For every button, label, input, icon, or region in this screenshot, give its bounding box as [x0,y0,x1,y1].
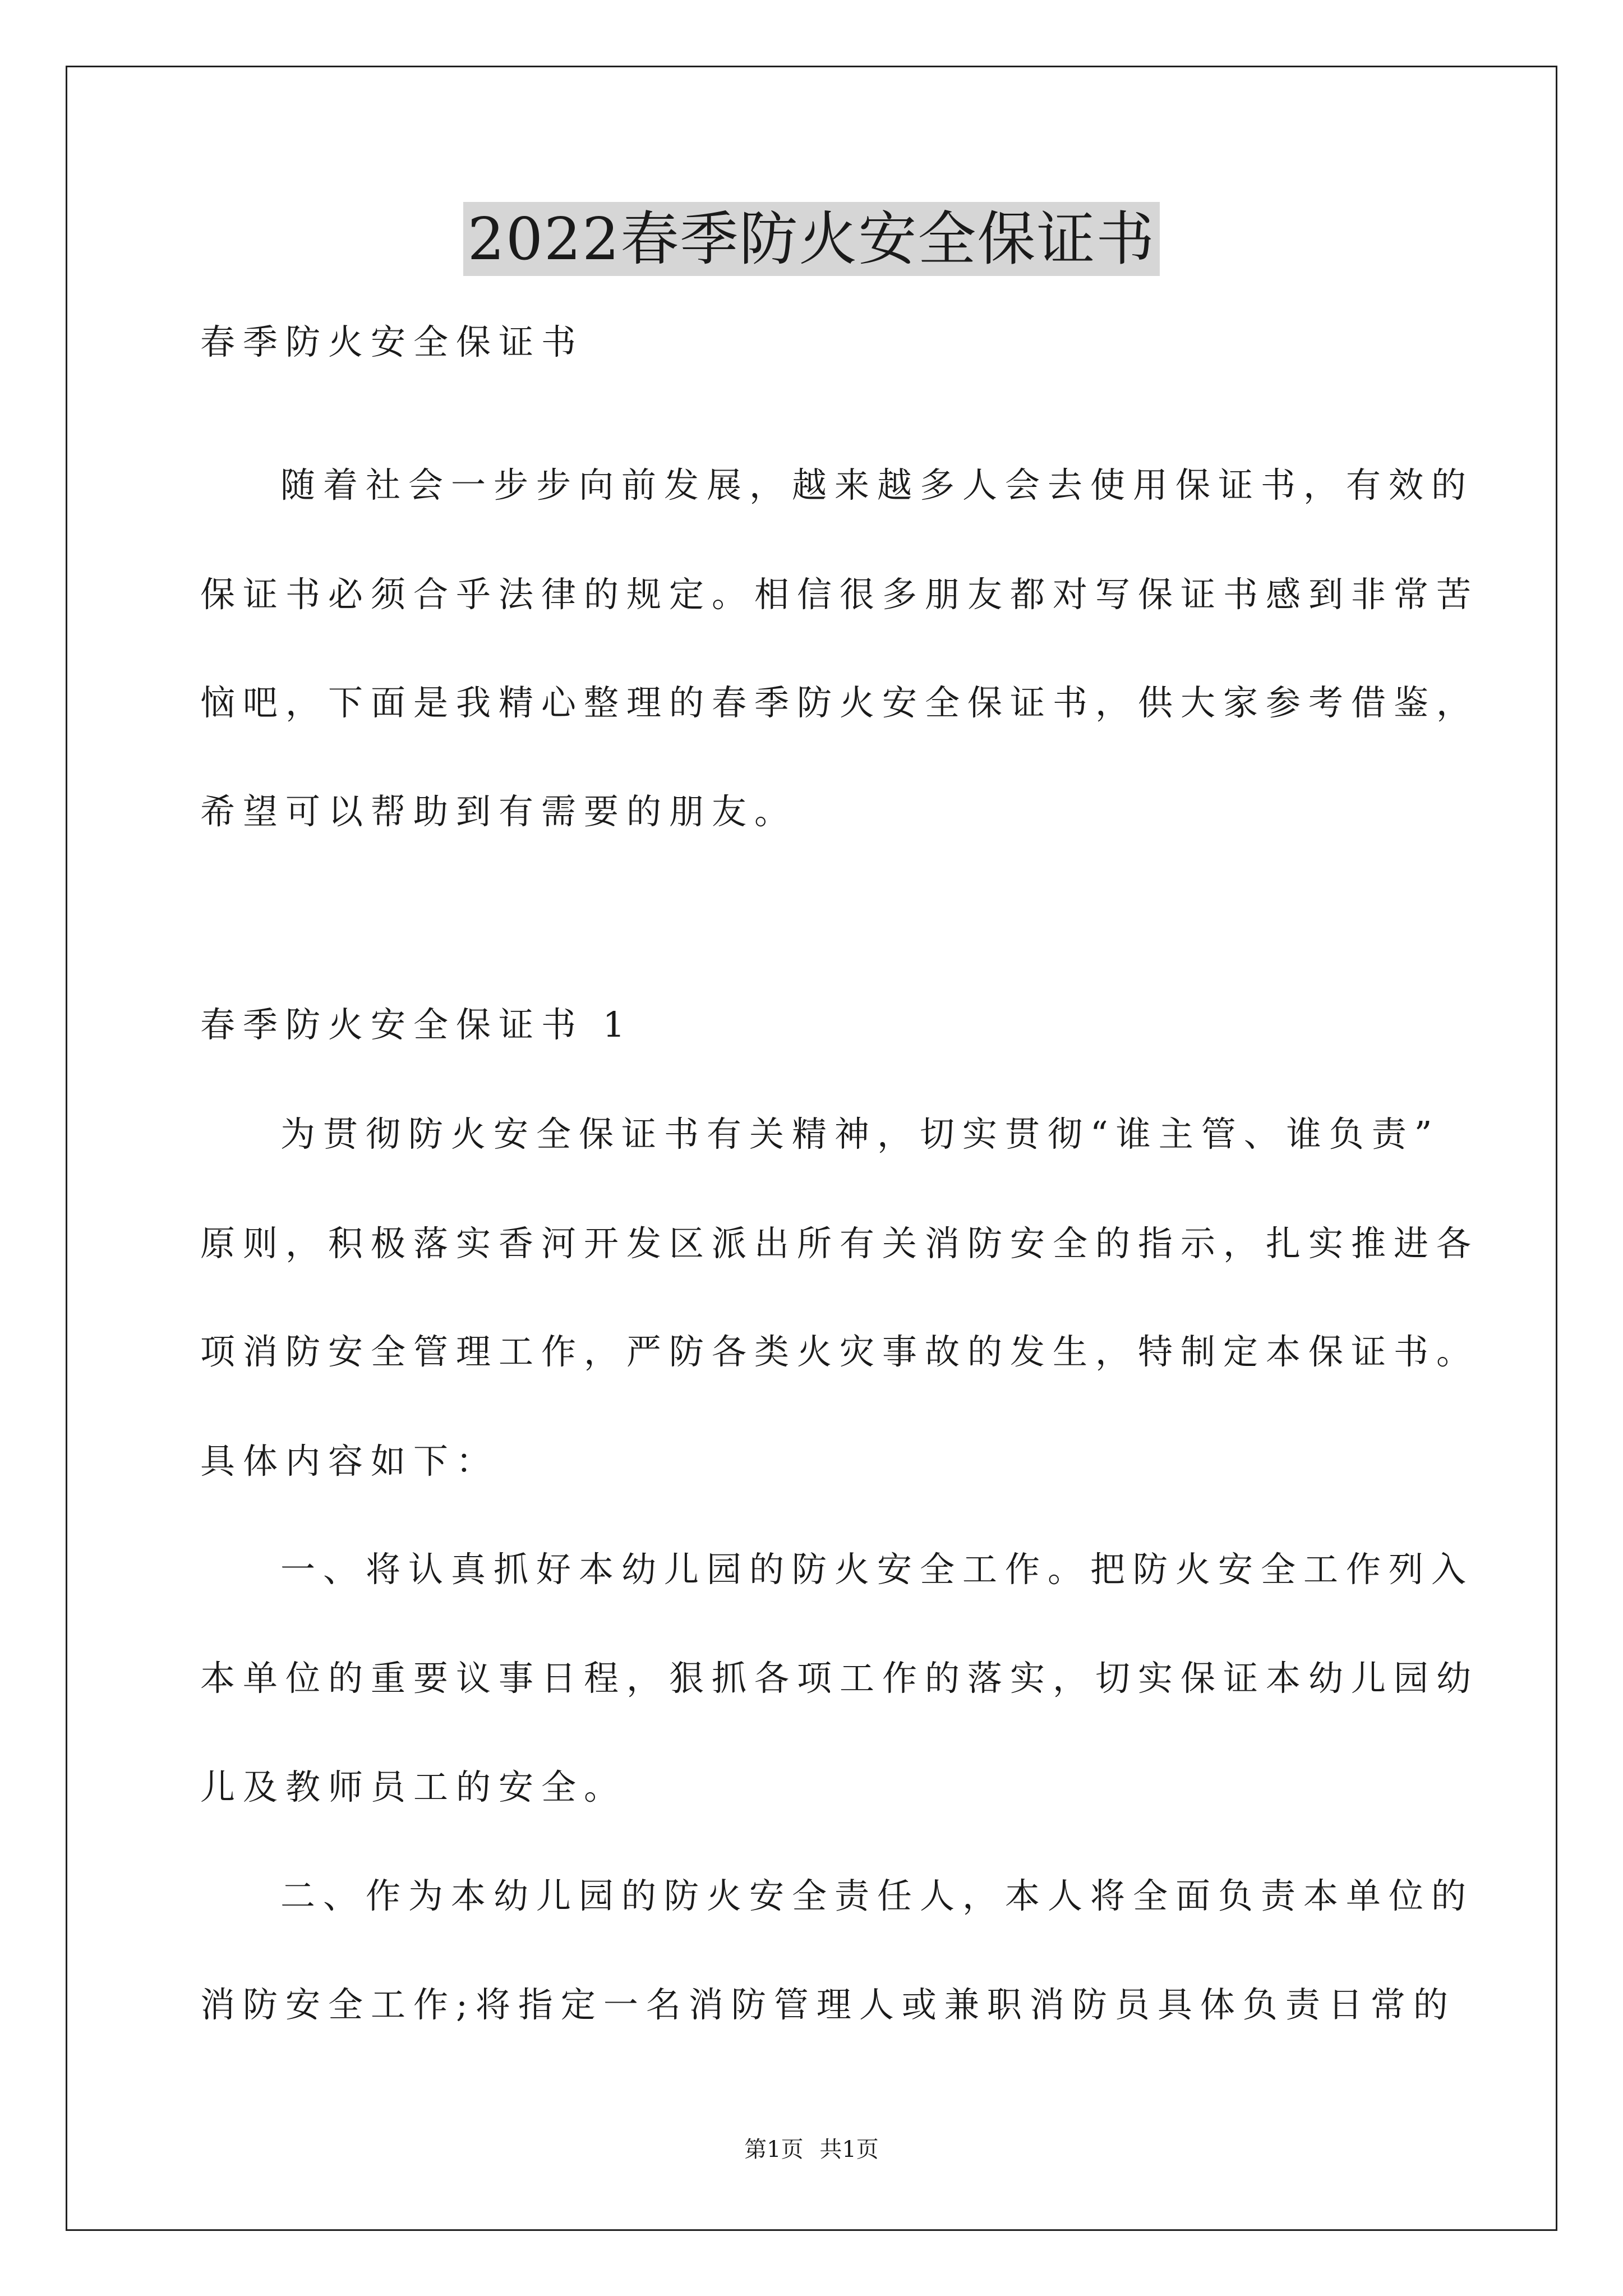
paragraph-line: 希望可以帮助到有需要的朋友。 [200,791,797,832]
paragraph-line: 具体内容如下： [200,1441,499,1481]
section-heading: 春季防火安全保证书 1 [200,1004,633,1045]
paragraph-line: 恼吧，下面是我精心整理的春季防火安全保证书，供大家参考借鉴， [200,682,1479,723]
paragraph-line: 为贯彻防火安全保证书有关精神，切实贯彻“谁主管、谁负责” [280,1114,1440,1154]
paragraph-line: 随着社会一步步向前发展，越来越多人会去使用保证书，有效的 [280,464,1474,505]
page-total: 共1页 [819,2137,879,2162]
paragraph-line: 项消防安全管理工作，严防各类火灾事故的发生，特制定本保证书。 [200,1331,1479,1372]
page-footer [0,2134,1623,2165]
paragraph-line: 一、将认真抓好本幼儿园的防火安全工作。把防火安全工作列入 [280,1549,1474,1590]
title-container [0,202,1623,276]
paragraph-line: 保证书必须合乎法律的规定。相信很多朋友都对写保证书感到非常苦 [200,574,1479,615]
paragraph-line: 儿及教师员工的安全。 [200,1766,627,1807]
section-heading: 春季防火安全保证书 [200,321,584,362]
paragraph-line: 原则，积极落实香河开发区派出所有关消防安全的指示，扎实推进各 [200,1223,1479,1264]
paragraph-line: 本单位的重要议事日程，狠抓各项工作的落实，切实保证本幼儿园幼 [200,1658,1479,1699]
document-title: 2022春季防火安全保证书 [463,202,1160,276]
paragraph-line: 消防安全工作;将指定一名消防管理人或兼职消防员具体负责日常的 [200,1984,1456,2025]
paragraph-line: 二、作为本幼儿园的防火安全责任人，本人将全面负责本单位的 [280,1875,1474,1916]
page-number: 第1页 [744,2137,804,2162]
